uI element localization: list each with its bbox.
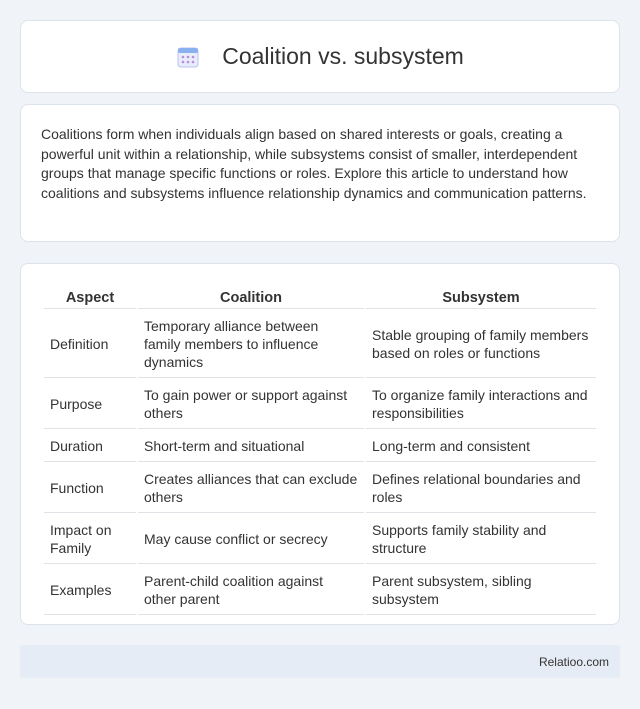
comparison-table	[42, 284, 598, 617]
cell-subsystem: Stable grouping of family members based on roles or functions	[366, 311, 596, 378]
table-row	[44, 380, 596, 429]
table-row	[44, 566, 596, 615]
cell-coalition: Short-term and situational	[138, 431, 364, 462]
footer-brand[interactable]: Relatioo.com	[538, 654, 609, 669]
footer	[20, 645, 620, 678]
cell-coalition: Parent-child coalition against other parent	[138, 566, 364, 615]
page-title: Coalition vs. subsystem	[222, 43, 464, 69]
cell-subsystem: Parent subsystem, sibling subsystem	[366, 566, 596, 615]
cell-aspect: Impact on Family	[44, 515, 136, 564]
header-aspect: Aspect	[44, 286, 136, 309]
table-row	[44, 431, 596, 462]
table-card	[20, 263, 620, 625]
cell-coalition: Creates alliances that can exclude others	[138, 464, 364, 513]
table-row	[44, 515, 596, 564]
intro-card	[20, 104, 620, 242]
cell-aspect: Duration	[44, 431, 136, 462]
cell-subsystem: Long-term and consistent	[366, 431, 596, 462]
cell-coalition: To gain power or support against others	[138, 380, 364, 429]
title-card	[20, 20, 620, 93]
header-coalition: Coalition	[138, 286, 364, 309]
calendar-icon	[176, 45, 200, 69]
header-subsystem: Subsystem	[366, 286, 596, 309]
cell-aspect: Definition	[44, 311, 136, 378]
cell-subsystem: To organize family interactions and responsibilities	[366, 380, 596, 429]
cell-aspect: Examples	[44, 566, 136, 615]
table-row	[44, 311, 596, 378]
cell-aspect: Purpose	[44, 380, 136, 429]
cell-coalition: May cause conflict or secrecy	[138, 515, 364, 564]
cell-subsystem: Defines relational boundaries and roles	[366, 464, 596, 513]
table-row	[44, 464, 596, 513]
cell-coalition: Temporary alliance between family members to influence dynamics	[138, 311, 364, 378]
intro-paragraph: Coalitions form when individuals align based on shared interests or goals, creating a powerful unit within a relationship, while subsystems consist of smaller, interdependent groups that manage specific functions or roles. Explore this article to understand how coalitions and subsystems influence relationship dynamics and communication patterns.	[41, 126, 587, 201]
table-header-row	[44, 286, 596, 309]
title-wrap	[176, 43, 464, 70]
cell-subsystem: Supports family stability and structure	[366, 515, 596, 564]
cell-aspect: Function	[44, 464, 136, 513]
